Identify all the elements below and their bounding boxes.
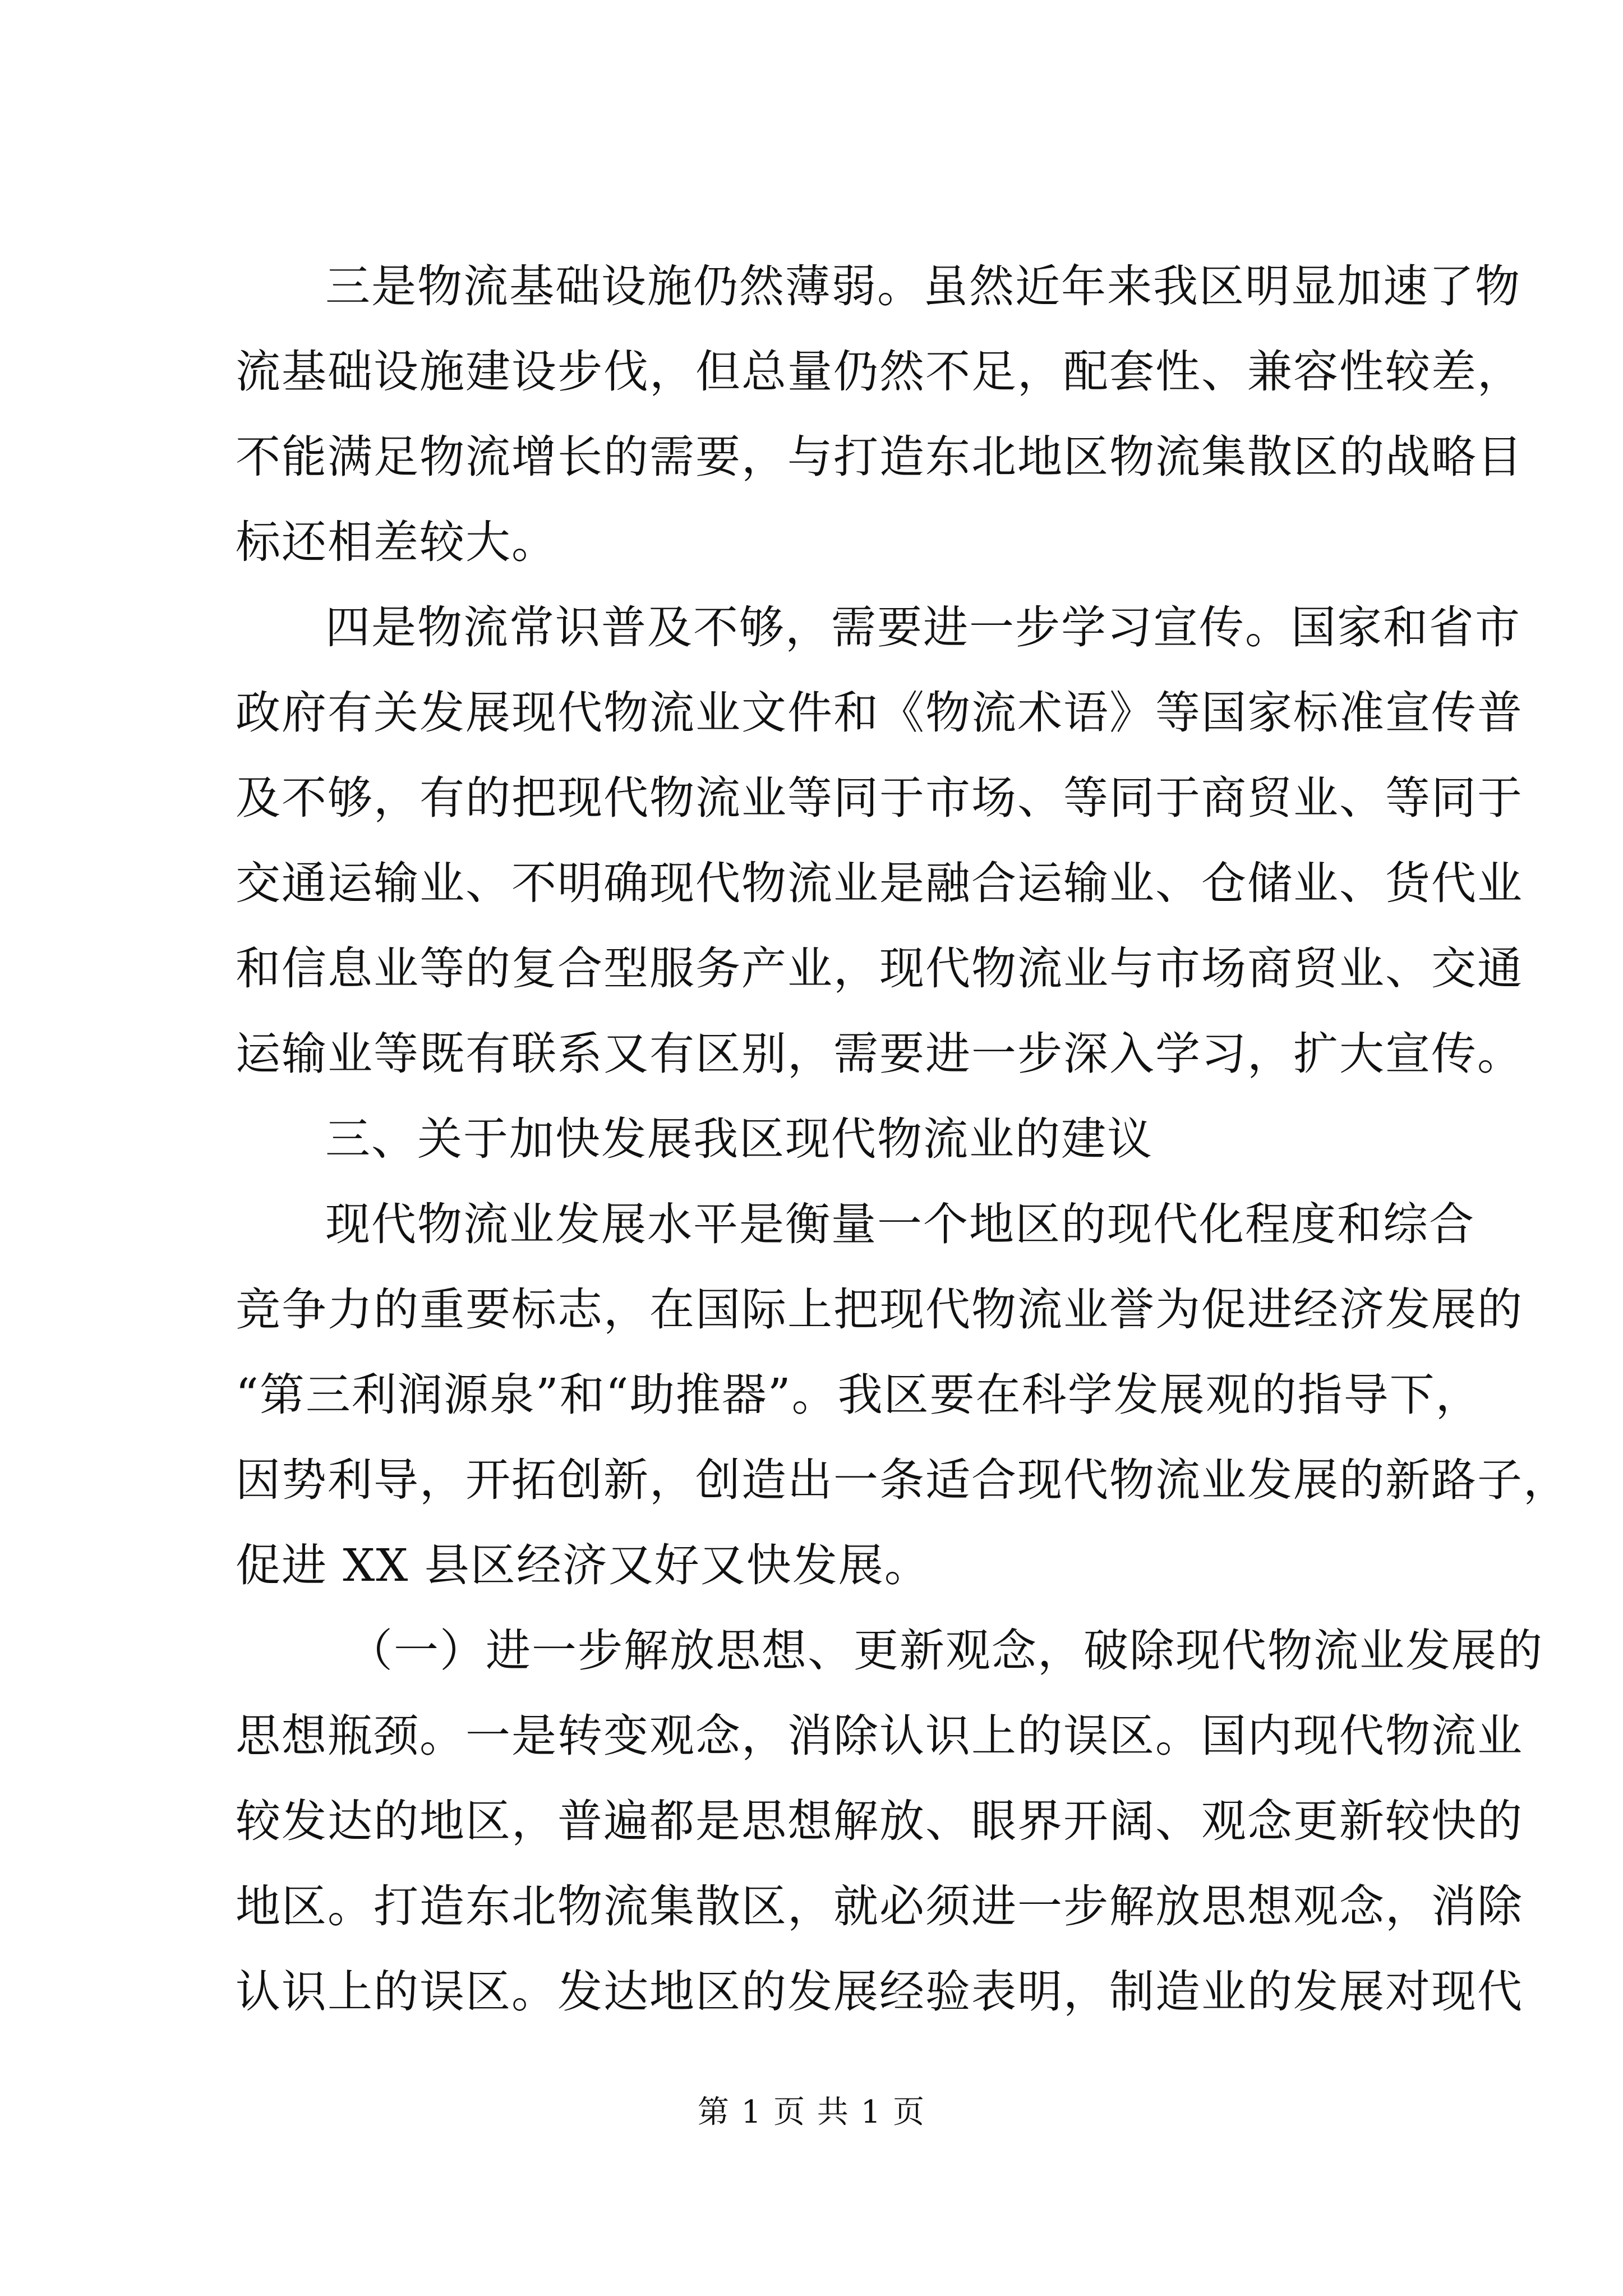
paragraph-2-line-6: 运输业等既有联系又有区别，需要进一步深入学习，扩大宣传。 xyxy=(236,1028,1523,1080)
paragraph-1-line-3: 不能满足物流增长的需要，与打造东北地区物流集散区的战略目 xyxy=(236,431,1523,483)
paragraph-2-line-2: 政府有关发展现代物流业文件和《物流术语》等国家标准宣传普 xyxy=(236,687,1523,739)
paragraph-2-line-5: 和信息业等的复合型服务产业，现代物流业与市场商贸业、交通 xyxy=(236,942,1523,995)
paragraph-2-line-4: 交通运输业、不明确现代物流业是融合运输业、仓储业、货代业 xyxy=(236,857,1523,909)
section-heading: 三、关于加快发展我区现代物流业的建议 xyxy=(325,1113,1153,1165)
paragraph-1-line-2: 流基础设施建设步伐，但总量仍然不足，配套性、兼容性较差， xyxy=(236,346,1523,398)
paragraph-2-line-1: 四是物流常识普及不够，需要进一步学习宣传。国家和省市 xyxy=(325,601,1521,654)
paragraph-1-line-4: 标还相差较大。 xyxy=(236,516,557,568)
paragraph-4-line-4: 地区。打造东北物流集散区，就必须进一步解放思想观念，消除 xyxy=(236,1880,1523,1932)
paragraph-3-line-3: “第三利润源泉”和“助推器”。我区要在科学发展观的指导下， xyxy=(236,1369,1482,1421)
paragraph-3-line-1: 现代物流业发展水平是衡量一个地区的现代化程度和综合 xyxy=(325,1198,1475,1250)
paragraph-2-line-3: 及不够，有的把现代物流业等同于市场、等同于商贸业、等同于 xyxy=(236,772,1523,824)
paragraph-4-line-3: 较发达的地区，普遍都是思想解放、眼界开阔、观念更新较快的 xyxy=(236,1795,1523,1847)
paragraph-3-line-4: 因势利导，开拓创新，创造出一条适合现代物流业发展的新路子， xyxy=(236,1454,1569,1506)
paragraph-4-line-5: 认识上的误区。发达地区的发展经验表明，制造业的发展对现代 xyxy=(236,1966,1523,2018)
paragraph-4-line-2: 思想瓶颈。一是转变观念，消除认识上的误区。国内现代物流业 xyxy=(236,1710,1523,1762)
paragraph-3-line-5: 促进 XX 县区经济又好又快发展。 xyxy=(236,1539,930,1591)
page-number-footer: 第 1 页 共 1 页 xyxy=(697,2094,926,2131)
paragraph-4-line-1: （一）进一步解放思想、更新观念，破除现代物流业发展的 xyxy=(348,1625,1543,1677)
paragraph-3-line-2: 竞争力的重要标志，在国际上把现代物流业誉为促进经济发展的 xyxy=(236,1283,1523,1336)
paragraph-1-line-1: 三是物流基础设施仍然薄弱。虽然近年来我区明显加速了物 xyxy=(325,260,1521,312)
